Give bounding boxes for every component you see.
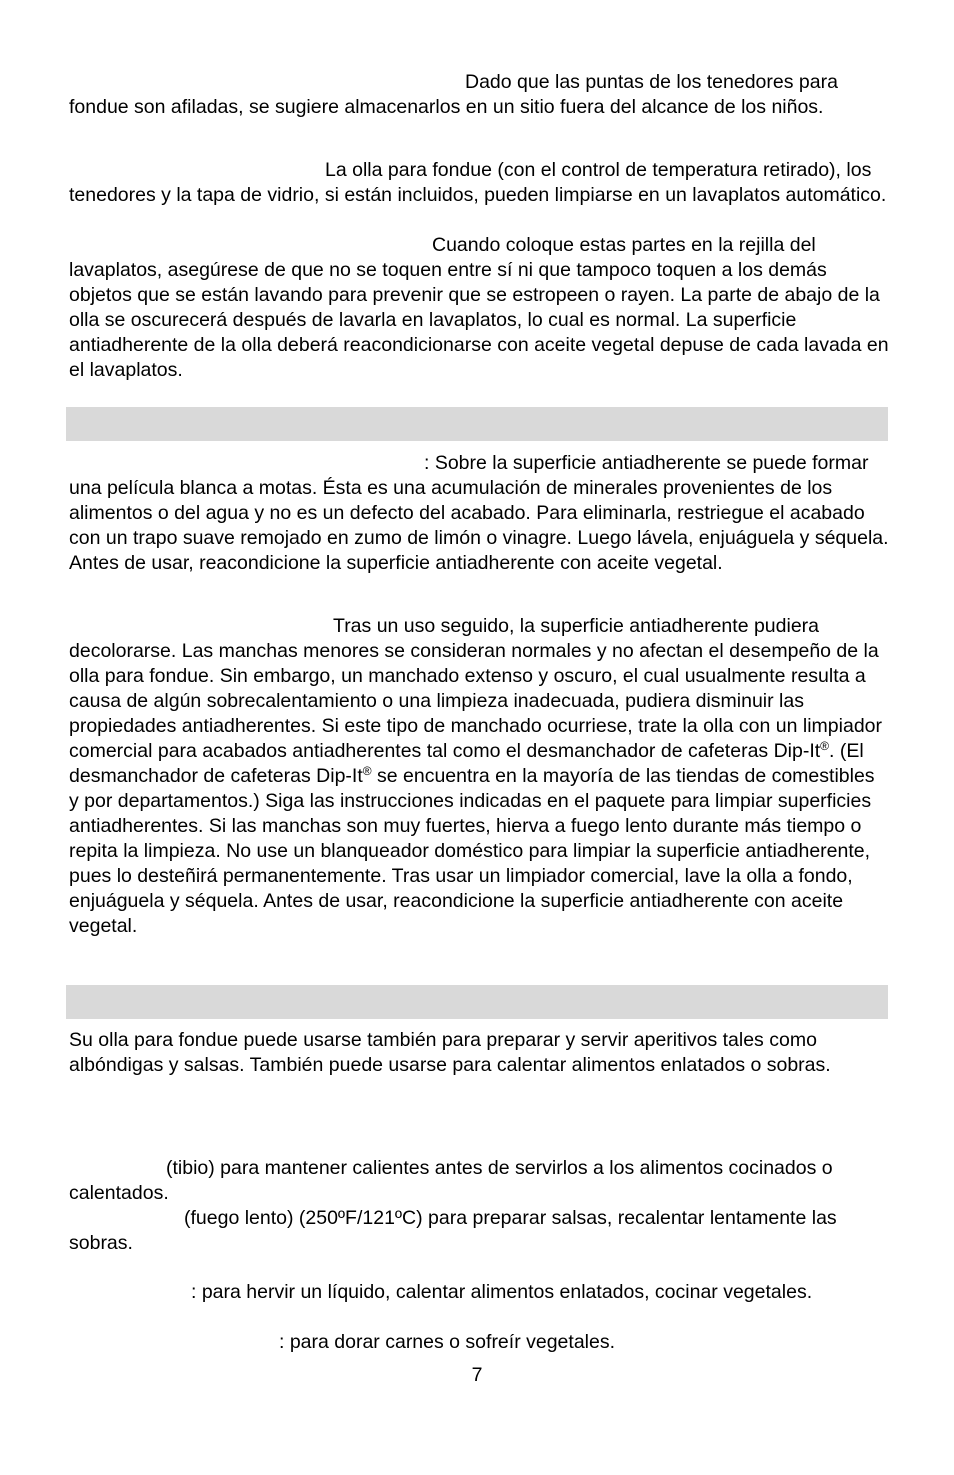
discoloration-text-2: . (El desmanchador de cafeteras Dip-It xyxy=(69,740,864,787)
warm-setting-text: (tibio) para mantener calientes antes de servirlos a los alimentos cocinados o calentados. xyxy=(69,1157,833,1204)
boil-setting-paragraph xyxy=(69,1280,889,1305)
discoloration-text-3: se encuentra en la mayoría de las tiendas de comestibles y por departamentos.) Siga las instrucciones indicadas en el paquete para limpiar superficies antiadherentes. Si las manchas son muy fuertes, hierva a fuego lento durante más tiempo o repita la limpieza. No use un blanqueador doméstico para limpiar la superficie antiadherente, pues lo desteñirá permanentemente. Tras usar un limpiador comercial, lave la olla a fondo, enjuáguela y séquela. Antes de usar, reacondicione la superficie antiadherente con aceite vegetal. xyxy=(69,765,875,937)
warm-setting-paragraph xyxy=(69,1156,889,1206)
section-header-bar xyxy=(66,407,888,441)
simmer-setting-paragraph xyxy=(69,1206,889,1256)
registered-mark: ® xyxy=(362,764,372,778)
page-number: 7 xyxy=(471,1364,483,1386)
white-film-text: : Sobre la superficie antiadherente se puede formar una película blanca a motas. Ésta es una acumulación de minerales provenientes de los alimentos o del agua y no es un defecto del acabado. Para eliminarla, restriegue el acabado con un trapo suave remojado en zumo de limón o vinagre. Luego lávela, enjuáguela y séquela. Antes de usar, reacondicione la superficie antiadherente con aceite vegetal. xyxy=(69,452,889,574)
section-header-bar xyxy=(66,985,888,1019)
dishwasher-care-paragraph xyxy=(69,233,889,383)
discoloration-text-1: Tras un uso seguido, la superficie antiadherente pudiera decolorarse. Las manchas menores se consideran normales y no afectan el desempeño de la olla para fondue. Sin embargo, un manchado extenso y oscuro, el cual usualmente resulta a causa de algún sobrecalentamiento o una limpieza inadecuada, pudiera disminuir las propiedades antiadherentes. Si este tipo de manchado ocurriese, trate la olla con un limpiador comercial para acabados antiadherentes tal como el desmanchador de cafeteras Dip-It xyxy=(69,615,883,762)
dishwasher-paragraph xyxy=(69,158,889,208)
simmer-setting-text: (fuego lento) (250ºF/121ºC) para preparar salsas, recalentar lentamente las sobras. xyxy=(69,1207,837,1254)
boil-setting-text: : para hervir un líquido, calentar alimentos enlatados, cocinar vegetales. xyxy=(191,1281,813,1303)
dishwasher-care-text: Cuando coloque estas partes en la rejilla del lavaplatos, asegúrese de que no se toquen entre sí ni que tampoco toquen a los demás objetos que se están lavando para prevenir que se estropeen o rayen. La parte de abajo de la olla se oscurecerá después de lavarla en lavaplatos, lo cual es normal. La superficie antiadherente de la olla deberá reacondicionarse con aceite vegetal depuse de cada lavada en el lavaplatos. xyxy=(69,234,889,381)
dishwasher-text: La olla para fondue (con el control de temperatura retirado), los tenedores y la tapa de vidrio, si están incluidos, pueden limpiarse en un lavaplatos automático. xyxy=(69,159,887,206)
storage-text: Dado que las puntas de los tenedores para fondue son afiladas, se sugiere almacenarlos en un sitio fuera del alcance de los niños. xyxy=(69,71,838,118)
white-film-paragraph xyxy=(69,451,889,576)
brown-setting-paragraph xyxy=(69,1330,889,1355)
brown-setting-text: : para dorar carnes o sofreír vegetales. xyxy=(279,1331,616,1353)
storage-paragraph xyxy=(69,70,889,120)
discoloration-paragraph xyxy=(69,614,889,939)
registered-mark: ® xyxy=(820,739,830,753)
appetizers-paragraph xyxy=(69,1028,889,1078)
appetizers-text: Su olla para fondue puede usarse también para preparar y servir aperitivos tales como albóndigas y salsas. También puede usarse para calentar alimentos enlatados o sobras. xyxy=(69,1029,831,1076)
